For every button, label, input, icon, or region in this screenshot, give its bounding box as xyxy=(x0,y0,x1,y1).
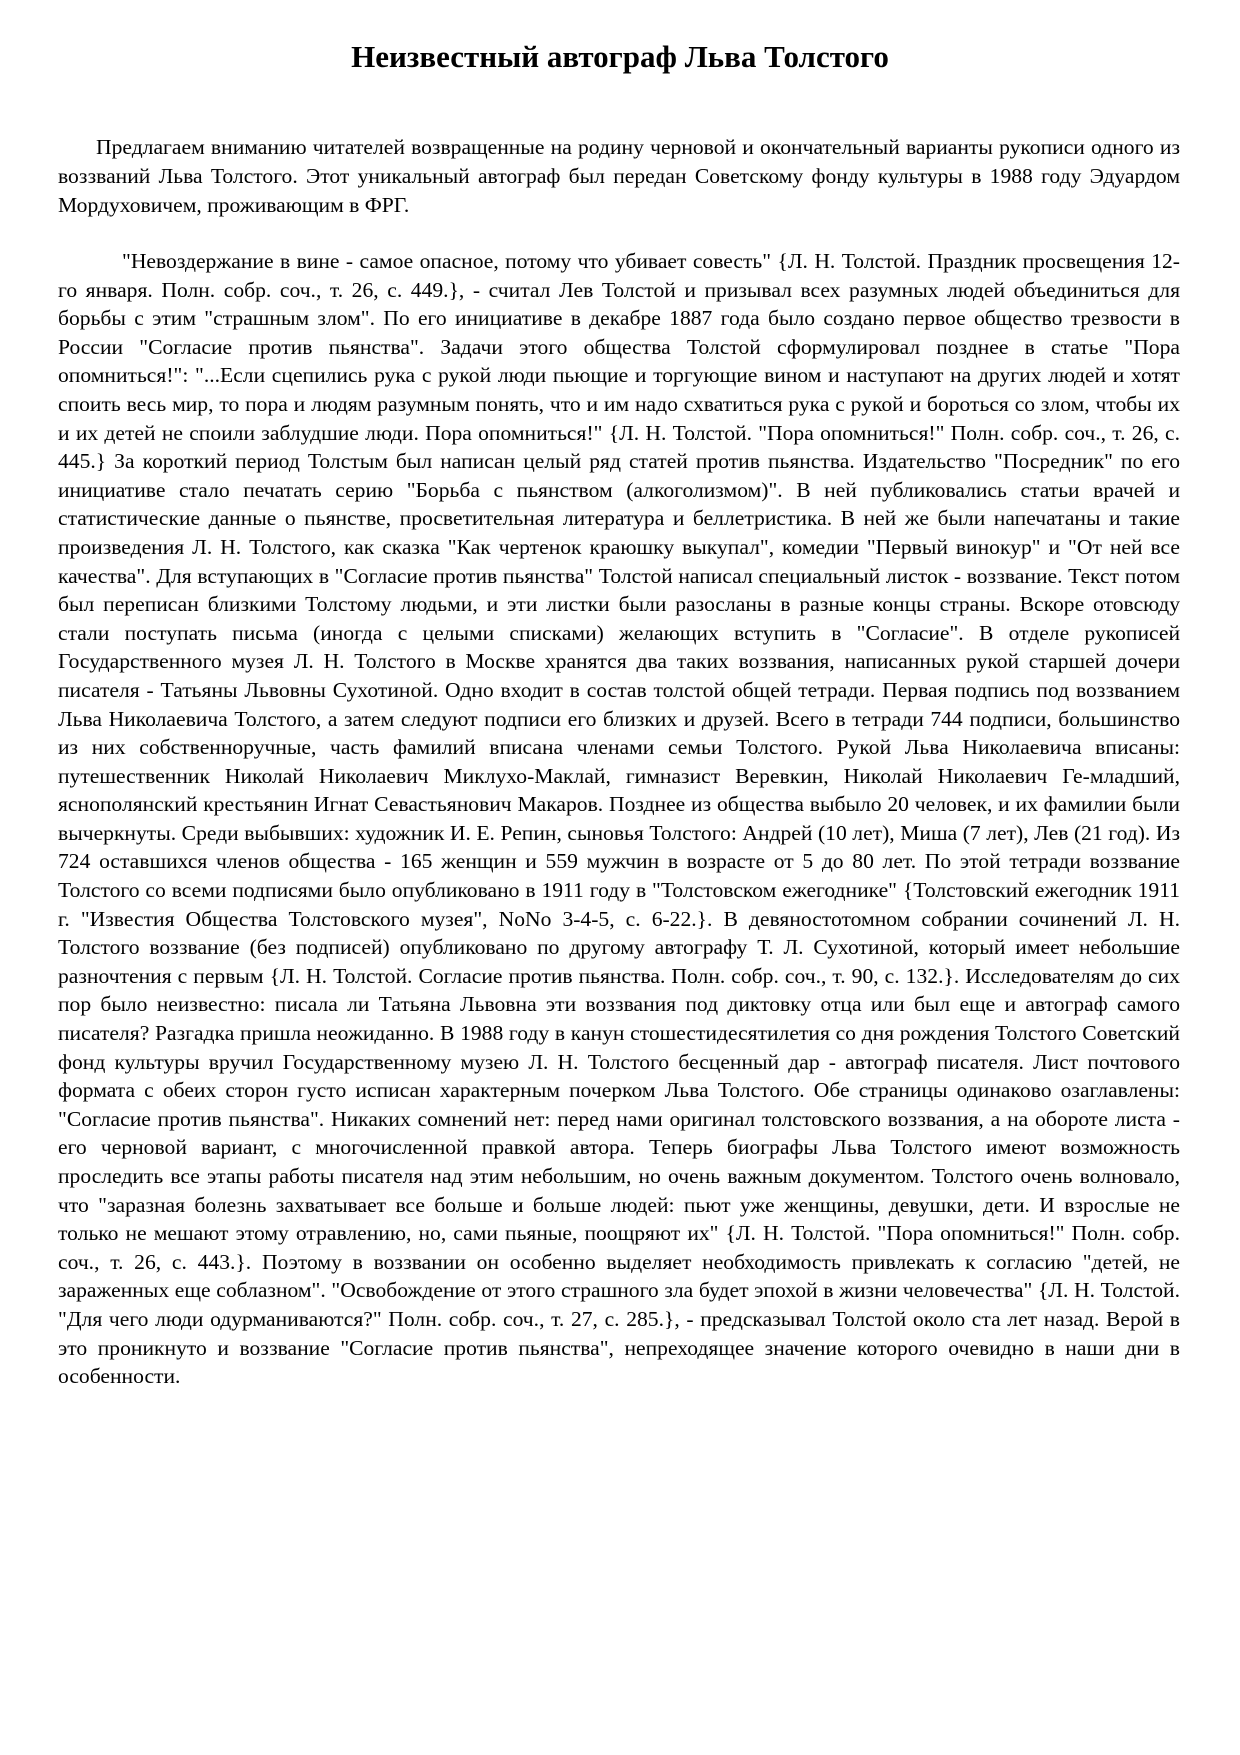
intro-paragraph: Предлагаем вниманию читателей возвращенные на родину черновой и окончательный варианты рукописи одного из воззваний Льва Толстого. Этот уникальный автограф был передан Советскому фонду культуры в 1988 году Эдуардом Мордуховичем, проживающим в ФРГ. xyxy=(58,135,1180,217)
body-paragraph: "Невоздержание в вине - самое опасное, потому что убивает совесть" {Л. Н. Толстой. Праздник просвещения 12-го января. Полн. собр. соч., т. 26, с. 449.}, - считал Лев Толстой и призывал всех разумных людей объединиться для борьбы с этим "страшным злом". По его инициативе в декабре 1887 года было создано первое общество трезвости в России "Согласие против пьянства". Задачи этого общества Толстой сформулировал позднее в статье "Пора опомниться!": "...Если сцепились рука с рукой люди пьющие и торгующие вином и наступают на других людей и хотят споить весь мир, то пора и людям разумным понять, что и им надо схватиться рука с рукой и бороться со злом, чтобы их и их детей не споили заблудшие люди. Пора опомниться!" {Л. Н. Толстой. "Пора опомниться!" Полн. собр. соч., т. 26, с. 445.} За короткий период Толстым был написан целый ряд статей против пьянства. Издательство "Посредник" по его инициативе стало печатать серию "Борьба с пьянством (алкоголизмом)". В ней публиковались статьи врачей и статистические данные о пьянстве, просветительная литература и беллетристика. В ней же были напечатаны и такие произведения Л. Н. Толстого, как сказка "Как чертенок краюшку выкупал", комедии "Первый винокур" и "От ней все качества". Для вступающих в "Согласие против пьянства" Толстой написал специальный листок - воззвание. Текст потом был переписан близкими Толстому людьми, и эти листки были разосланы в разные концы страны. Вскоре отовсюду стали поступать письма (иногда с целыми списками) желающих вступить в "Согласие". В отделе рукописей Государственного музея Л. Н. Толстого в Москве хранятся два таких воззвания, написанных рукой старшей дочери писателя - Татьяны Львовны Сухотиной. Одно входит в состав толстой общей тетради. Первая подпись под воззванием Льва Николаевича Толстого, а затем следуют подписи его близких и друзей. Всего в тетради 744 подписи, большинство из них собственноручные, часть фамилий вписана членами семьи Толстого. Рукой Льва Николаевича вписаны: путешественник Николай Николаевич Миклухо-Маклай, гимназист Веревкин, Николай Николаевич Ге-младший, яснополянский крестьянин Игнат Севастьянович Макаров. Позднее из общества выбыло 20 человек, и их фамилии были вычеркнуты. Среди выбывших: художник И. Е. Репин, сыновья Толстого: Андрей (10 лет), Миша (7 лет), Лев (21 год). Из 724 оставшихся членов общества - 165 женщин и 559 мужчин в возрасте от 5 до 80 лет. По этой тетради воззвание Толстого со всеми подписями было опубликовано в 1911 году в "Толстовском ежегоднике" {Толстовский ежегодник 1911 г. "Известия Общества Толстовского музея", NoNo 3-4-5, с. 6-22.}. В девяностотомном собрании сочинений Л. Н. Толстого воззвание (без подписей) опубликовано по другому автографу Т. Л. Сухотиной, который имеет небольшие разночтения с первым {Л. Н. Толстой. Согласие против пьянства. Полн. собр. соч., т. 90, с. 132.}. Исследователям до сих пор было неизвестно: писала ли Татьяна Львовна эти воззвания под диктовку отца или был еще и автограф самого писателя? Разгадка пришла неожиданно. В 1988 году в канун стошестидесятилетия со дня рождения Толстого Советский фонд культуры вручил Государственному музею Л. Н. Толстого бесценный дар - автограф писателя. Лист почтового формата с обеих сторон густо исписан характерным почерком Льва Толстого. Обе страницы одинаково озаглавлены: "Согласие против пьянства". Никаких сомнений нет: перед нами оригинал толстовского воззвания, а на обороте листа - его черновой вариант, с многочисленной правкой автора. Теперь биографы Льва Толстого имеют возможность проследить все этапы работы писателя над этим небольшим, но очень важным документом. Толстого очень волновало, что "заразная болезнь захватывает все больше и больше людей: пьют уже женщины, девушки, дети. И взрослые не только не мешают этому отравлению, но, сами пьяные, поощряют их" {Л. Н. Толстой. "Пора опомниться!" Полн. собр. соч., т. 26, с. 443.}. Поэтому в воззвании он особенно выделяет необходимость привлекать к согласию "детей, не зараженных еще соблазном". "Освобождение от этого страшного зла будет эпохой в жизни человечества" {Л. Н. Толстой. "Для чего люди одурманиваются?" Полн. собр. соч., т. 27, с. 285.}, - предсказывал Толстой около ста лет назад. Верой в это проникнуто и воззвание "Согласие против пьянства", непреходящее значение которого очевидно в наши дни в особенности. xyxy=(58,249,1180,1389)
page-title: Неизвестный автограф Льва Толстого xyxy=(351,39,889,74)
